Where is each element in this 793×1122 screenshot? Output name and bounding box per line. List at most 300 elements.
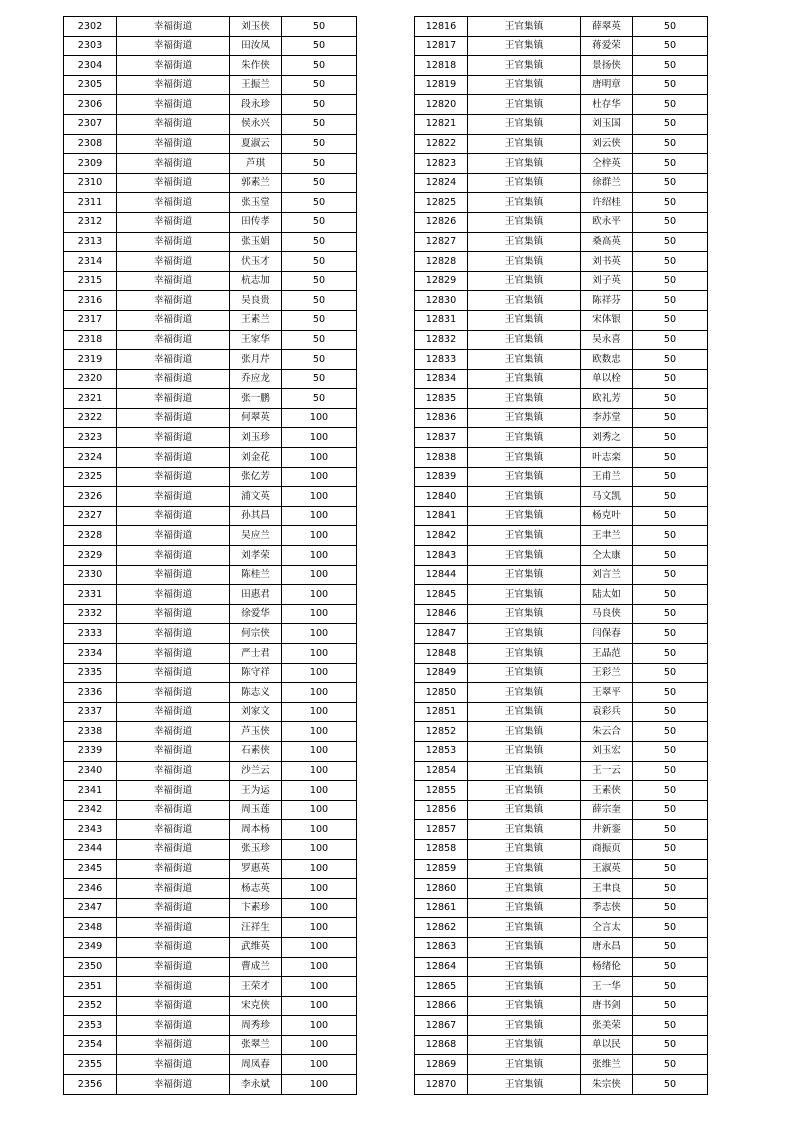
- serial-number-cell: 2352: [64, 996, 117, 1016]
- person-name-cell: 许绍桂: [581, 193, 633, 213]
- table-row: [64, 389, 357, 409]
- amount-cell: 50: [633, 95, 708, 115]
- district-cell: 王官集镇: [468, 193, 581, 213]
- district-cell: 幸福街道: [117, 310, 230, 330]
- person-name-cell: 王振兰: [230, 75, 282, 95]
- district-cell: 王官集镇: [468, 310, 581, 330]
- serial-number-cell: 12831: [415, 310, 468, 330]
- amount-cell: 50: [633, 114, 708, 134]
- table-row: [64, 408, 357, 428]
- table-row: [64, 683, 357, 703]
- serial-number-cell: 2348: [64, 918, 117, 938]
- district-cell: 幸福街道: [117, 173, 230, 193]
- serial-number-cell: 12853: [415, 741, 468, 761]
- serial-number-cell: 2312: [64, 212, 117, 232]
- amount-cell: 50: [633, 918, 708, 938]
- table-row: [64, 781, 357, 801]
- district-cell: 幸福街道: [117, 95, 230, 115]
- table-row: [415, 408, 708, 428]
- serial-number-cell: 2351: [64, 977, 117, 997]
- serial-number-cell: 2316: [64, 291, 117, 311]
- amount-cell: 50: [282, 252, 357, 272]
- amount-cell: 100: [282, 879, 357, 899]
- serial-number-cell: 12820: [415, 95, 468, 115]
- amount-cell: 50: [633, 800, 708, 820]
- amount-cell: 50: [282, 369, 357, 389]
- district-cell: 幸福街道: [117, 467, 230, 487]
- table-row: [64, 134, 357, 154]
- person-name-cell: 景扬侠: [581, 56, 633, 76]
- district-cell: 幸福街道: [117, 1055, 230, 1075]
- serial-number-cell: 2337: [64, 702, 117, 722]
- district-cell: 王官集镇: [468, 467, 581, 487]
- person-name-cell: 王彩兰: [581, 663, 633, 683]
- serial-number-cell: 12828: [415, 252, 468, 272]
- table-row: [64, 585, 357, 605]
- serial-number-cell: 2356: [64, 1075, 117, 1095]
- person-name-cell: 朱作侠: [230, 56, 282, 76]
- person-name-cell: 唐明章: [581, 75, 633, 95]
- amount-cell: 50: [282, 212, 357, 232]
- amount-cell: 50: [633, 781, 708, 801]
- district-cell: 幸福街道: [117, 741, 230, 761]
- serial-number-cell: 12821: [415, 114, 468, 134]
- table-row: [415, 624, 708, 644]
- amount-cell: 50: [633, 154, 708, 174]
- serial-number-cell: 12845: [415, 585, 468, 605]
- person-name-cell: 何宗侠: [230, 624, 282, 644]
- table-row: [415, 683, 708, 703]
- person-name-cell: 宋克侠: [230, 996, 282, 1016]
- amount-cell: 50: [282, 75, 357, 95]
- person-name-cell: 刘书英: [581, 252, 633, 272]
- amount-cell: 100: [282, 585, 357, 605]
- district-cell: 幸福街道: [117, 800, 230, 820]
- table-row: [415, 839, 708, 859]
- serial-number-cell: 2303: [64, 36, 117, 56]
- person-name-cell: 仝言太: [581, 918, 633, 938]
- person-name-cell: 王晶范: [581, 644, 633, 664]
- table-row: [415, 702, 708, 722]
- serial-number-cell: 2342: [64, 800, 117, 820]
- amount-cell: 50: [633, 546, 708, 566]
- table-row: [415, 75, 708, 95]
- district-cell: 王官集镇: [468, 957, 581, 977]
- serial-number-cell: 2331: [64, 585, 117, 605]
- serial-number-cell: 2327: [64, 506, 117, 526]
- amount-cell: 50: [633, 212, 708, 232]
- serial-number-cell: 2345: [64, 859, 117, 879]
- person-name-cell: 浦文英: [230, 487, 282, 507]
- serial-number-cell: 12850: [415, 683, 468, 703]
- district-cell: 幸福街道: [117, 506, 230, 526]
- district-cell: 幸福街道: [117, 565, 230, 585]
- amount-cell: 50: [633, 56, 708, 76]
- serial-number-cell: 2318: [64, 330, 117, 350]
- person-name-cell: 王淑英: [581, 859, 633, 879]
- district-cell: 幸福街道: [117, 369, 230, 389]
- serial-number-cell: 12859: [415, 859, 468, 879]
- person-name-cell: 朱宗侠: [581, 1075, 633, 1095]
- amount-cell: 50: [633, 350, 708, 370]
- serial-number-cell: 2355: [64, 1055, 117, 1075]
- district-cell: 王官集镇: [468, 114, 581, 134]
- serial-number-cell: 12870: [415, 1075, 468, 1095]
- serial-number-cell: 12838: [415, 448, 468, 468]
- table-row: [64, 1075, 357, 1095]
- table-row: [415, 448, 708, 468]
- amount-cell: 50: [633, 428, 708, 448]
- amount-cell: 100: [282, 741, 357, 761]
- district-cell: 王官集镇: [468, 506, 581, 526]
- serial-number-cell: 12863: [415, 937, 468, 957]
- serial-number-cell: 12823: [415, 154, 468, 174]
- district-cell: 幸福街道: [117, 232, 230, 252]
- amount-cell: 100: [282, 428, 357, 448]
- district-cell: 幸福街道: [117, 879, 230, 899]
- amount-cell: 50: [633, 36, 708, 56]
- person-name-cell: 陈志义: [230, 683, 282, 703]
- district-cell: 幸福街道: [117, 330, 230, 350]
- table-row: [415, 271, 708, 291]
- person-name-cell: 夏淑云: [230, 134, 282, 154]
- serial-number-cell: 12869: [415, 1055, 468, 1075]
- person-name-cell: 唐书剑: [581, 996, 633, 1016]
- table-row: [415, 487, 708, 507]
- amount-cell: 100: [282, 663, 357, 683]
- amount-cell: 50: [633, 565, 708, 585]
- person-name-cell: 周凤春: [230, 1055, 282, 1075]
- district-cell: 幸福街道: [117, 114, 230, 134]
- district-cell: 王官集镇: [468, 56, 581, 76]
- district-cell: 幸福街道: [117, 839, 230, 859]
- person-name-cell: 乔应龙: [230, 369, 282, 389]
- table-row: [415, 506, 708, 526]
- serial-number-cell: 2314: [64, 252, 117, 272]
- district-cell: 幸福街道: [117, 526, 230, 546]
- table-row: [415, 781, 708, 801]
- person-name-cell: 王素兰: [230, 310, 282, 330]
- table-row: [64, 663, 357, 683]
- serial-number-cell: 12817: [415, 36, 468, 56]
- table-row: [415, 585, 708, 605]
- district-cell: 幸福街道: [117, 1016, 230, 1036]
- table-row: [415, 36, 708, 56]
- amount-cell: 50: [633, 526, 708, 546]
- table-row: [64, 526, 357, 546]
- table-row: [415, 310, 708, 330]
- person-name-cell: 宋体银: [581, 310, 633, 330]
- person-name-cell: 欧礼芳: [581, 389, 633, 409]
- district-cell: 幸福街道: [117, 56, 230, 76]
- amount-cell: 50: [633, 467, 708, 487]
- table-row: [415, 369, 708, 389]
- roster-table-right: [414, 16, 708, 1095]
- table-row: [64, 996, 357, 1016]
- amount-cell: 50: [282, 330, 357, 350]
- amount-cell: 100: [282, 1016, 357, 1036]
- district-cell: 幸福街道: [117, 957, 230, 977]
- person-name-cell: 徐爱华: [230, 604, 282, 624]
- serial-number-cell: 2335: [64, 663, 117, 683]
- amount-cell: 50: [282, 154, 357, 174]
- person-name-cell: 薛翠英: [581, 17, 633, 37]
- table-row: [64, 800, 357, 820]
- person-name-cell: 陈祥芬: [581, 291, 633, 311]
- district-cell: 幸福街道: [117, 683, 230, 703]
- table-row: [415, 663, 708, 683]
- person-name-cell: 徐群兰: [581, 173, 633, 193]
- serial-number-cell: 12849: [415, 663, 468, 683]
- district-cell: 幸福街道: [117, 1035, 230, 1055]
- person-name-cell: 卞素珍: [230, 898, 282, 918]
- district-cell: 王官集镇: [468, 722, 581, 742]
- table-row: [64, 624, 357, 644]
- district-cell: 幸福街道: [117, 604, 230, 624]
- serial-number-cell: 12840: [415, 487, 468, 507]
- person-name-cell: 张玉堂: [230, 193, 282, 213]
- amount-cell: 50: [282, 173, 357, 193]
- district-cell: 幸福街道: [117, 193, 230, 213]
- district-cell: 王官集镇: [468, 820, 581, 840]
- serial-number-cell: 12819: [415, 75, 468, 95]
- district-cell: 王官集镇: [468, 781, 581, 801]
- serial-number-cell: 2310: [64, 173, 117, 193]
- amount-cell: 100: [282, 820, 357, 840]
- district-cell: 幸福街道: [117, 996, 230, 1016]
- amount-cell: 100: [282, 977, 357, 997]
- district-cell: 王官集镇: [468, 291, 581, 311]
- amount-cell: 50: [633, 683, 708, 703]
- table-row: [64, 36, 357, 56]
- table-row: [64, 17, 357, 37]
- district-cell: 王官集镇: [468, 702, 581, 722]
- person-name-cell: 李永斌: [230, 1075, 282, 1095]
- table-row: [64, 154, 357, 174]
- district-cell: 王官集镇: [468, 330, 581, 350]
- district-cell: 王官集镇: [468, 448, 581, 468]
- serial-number-cell: 2306: [64, 95, 117, 115]
- district-cell: 王官集镇: [468, 369, 581, 389]
- person-name-cell: 欧数忠: [581, 350, 633, 370]
- table-row: [64, 741, 357, 761]
- table-row: [64, 56, 357, 76]
- table-row: [64, 702, 357, 722]
- amount-cell: 50: [282, 232, 357, 252]
- district-cell: 幸福街道: [117, 663, 230, 683]
- serial-number-cell: 2332: [64, 604, 117, 624]
- serial-number-cell: 12864: [415, 957, 468, 977]
- district-cell: 幸福街道: [117, 781, 230, 801]
- district-cell: 王官集镇: [468, 252, 581, 272]
- person-name-cell: 王荣才: [230, 977, 282, 997]
- serial-number-cell: 2308: [64, 134, 117, 154]
- serial-number-cell: 12825: [415, 193, 468, 213]
- person-name-cell: 张月芹: [230, 350, 282, 370]
- district-cell: 王官集镇: [468, 546, 581, 566]
- amount-cell: 100: [282, 448, 357, 468]
- table-row: [64, 1035, 357, 1055]
- table-row: [64, 839, 357, 859]
- serial-number-cell: 12844: [415, 565, 468, 585]
- table-row: [415, 800, 708, 820]
- district-cell: 王官集镇: [468, 937, 581, 957]
- district-cell: 王官集镇: [468, 1016, 581, 1036]
- table-row: [64, 173, 357, 193]
- serial-number-cell: 2322: [64, 408, 117, 428]
- amount-cell: 50: [633, 624, 708, 644]
- amount-cell: 50: [633, 722, 708, 742]
- district-cell: 王官集镇: [468, 271, 581, 291]
- table-row: [415, 56, 708, 76]
- district-cell: 幸福街道: [117, 761, 230, 781]
- serial-number-cell: 12866: [415, 996, 468, 1016]
- district-cell: 幸福街道: [117, 585, 230, 605]
- amount-cell: 100: [282, 624, 357, 644]
- person-name-cell: 刘言兰: [581, 565, 633, 585]
- district-cell: 王官集镇: [468, 428, 581, 448]
- serial-number-cell: 2328: [64, 526, 117, 546]
- serial-number-cell: 2347: [64, 898, 117, 918]
- amount-cell: 50: [633, 957, 708, 977]
- table-row: [64, 1055, 357, 1075]
- district-cell: 王官集镇: [468, 585, 581, 605]
- district-cell: 王官集镇: [468, 487, 581, 507]
- amount-cell: 50: [633, 506, 708, 526]
- amount-cell: 50: [633, 134, 708, 154]
- table-row: [64, 212, 357, 232]
- person-name-cell: 王聿兰: [581, 526, 633, 546]
- district-cell: 王官集镇: [468, 232, 581, 252]
- table-row: [64, 604, 357, 624]
- serial-number-cell: 2339: [64, 741, 117, 761]
- amount-cell: 100: [282, 839, 357, 859]
- table-row: [415, 546, 708, 566]
- district-cell: 幸福街道: [117, 702, 230, 722]
- district-cell: 王官集镇: [468, 761, 581, 781]
- amount-cell: 50: [282, 291, 357, 311]
- district-cell: 王官集镇: [468, 17, 581, 37]
- table-row: [415, 859, 708, 879]
- district-cell: 王官集镇: [468, 350, 581, 370]
- table-row: [64, 330, 357, 350]
- person-name-cell: 芦玉侠: [230, 722, 282, 742]
- amount-cell: 50: [633, 291, 708, 311]
- table-row: [64, 546, 357, 566]
- person-name-cell: 孙其昌: [230, 506, 282, 526]
- district-cell: 王官集镇: [468, 604, 581, 624]
- amount-cell: 50: [633, 761, 708, 781]
- table-row: [64, 428, 357, 448]
- district-cell: 王官集镇: [468, 1075, 581, 1095]
- amount-cell: 100: [282, 1075, 357, 1095]
- table-row: [415, 741, 708, 761]
- amount-cell: 50: [633, 408, 708, 428]
- amount-cell: 100: [282, 957, 357, 977]
- person-name-cell: 仝太康: [581, 546, 633, 566]
- amount-cell: 100: [282, 996, 357, 1016]
- serial-number-cell: 12848: [415, 644, 468, 664]
- amount-cell: 100: [282, 702, 357, 722]
- table-row: [64, 271, 357, 291]
- amount-cell: 100: [282, 898, 357, 918]
- person-name-cell: 唐永昌: [581, 937, 633, 957]
- person-name-cell: 李苏堂: [581, 408, 633, 428]
- amount-cell: 100: [282, 467, 357, 487]
- district-cell: 王官集镇: [468, 173, 581, 193]
- person-name-cell: 桑高英: [581, 232, 633, 252]
- amount-cell: 50: [633, 898, 708, 918]
- person-name-cell: 张一鹏: [230, 389, 282, 409]
- table-row: [64, 644, 357, 664]
- table-row: [415, 154, 708, 174]
- serial-number-cell: 12857: [415, 820, 468, 840]
- amount-cell: 50: [633, 369, 708, 389]
- table-row: [64, 859, 357, 879]
- district-cell: 幸福街道: [117, 859, 230, 879]
- serial-number-cell: 2343: [64, 820, 117, 840]
- amount-cell: 50: [633, 330, 708, 350]
- table-row: [415, 937, 708, 957]
- district-cell: 幸福街道: [117, 937, 230, 957]
- person-name-cell: 杜存华: [581, 95, 633, 115]
- district-cell: 幸福街道: [117, 17, 230, 37]
- amount-cell: 100: [282, 761, 357, 781]
- table-row: [64, 879, 357, 899]
- district-cell: 王官集镇: [468, 95, 581, 115]
- amount-cell: 50: [282, 95, 357, 115]
- serial-number-cell: 2324: [64, 448, 117, 468]
- serial-number-cell: 2334: [64, 644, 117, 664]
- person-name-cell: 刘玉国: [581, 114, 633, 134]
- roster-table-right-body: [415, 17, 708, 1095]
- table-row: [64, 937, 357, 957]
- serial-number-cell: 2354: [64, 1035, 117, 1055]
- amount-cell: 100: [282, 937, 357, 957]
- district-cell: 幸福街道: [117, 977, 230, 997]
- serial-number-cell: 12818: [415, 56, 468, 76]
- table-row: [415, 291, 708, 311]
- person-name-cell: 刘玉宏: [581, 741, 633, 761]
- serial-number-cell: 12839: [415, 467, 468, 487]
- table-row: [64, 350, 357, 370]
- table-row: [415, 134, 708, 154]
- person-name-cell: 张玉珍: [230, 839, 282, 859]
- serial-number-cell: 12827: [415, 232, 468, 252]
- table-row: [64, 193, 357, 213]
- amount-cell: 50: [633, 585, 708, 605]
- person-name-cell: 伏玉才: [230, 252, 282, 272]
- serial-number-cell: 12867: [415, 1016, 468, 1036]
- district-cell: 王官集镇: [468, 408, 581, 428]
- person-name-cell: 张亿芳: [230, 467, 282, 487]
- person-name-cell: 曹成兰: [230, 957, 282, 977]
- serial-number-cell: 2313: [64, 232, 117, 252]
- district-cell: 王官集镇: [468, 663, 581, 683]
- serial-number-cell: 12829: [415, 271, 468, 291]
- person-name-cell: 田汝凤: [230, 36, 282, 56]
- person-name-cell: 杨绪伦: [581, 957, 633, 977]
- amount-cell: 50: [633, 310, 708, 330]
- serial-number-cell: 12861: [415, 898, 468, 918]
- table-row: [415, 330, 708, 350]
- roster-table-left: [63, 16, 357, 1095]
- serial-number-cell: 12855: [415, 781, 468, 801]
- serial-number-cell: 12833: [415, 350, 468, 370]
- serial-number-cell: 2344: [64, 839, 117, 859]
- amount-cell: 50: [633, 604, 708, 624]
- person-name-cell: 侯永兴: [230, 114, 282, 134]
